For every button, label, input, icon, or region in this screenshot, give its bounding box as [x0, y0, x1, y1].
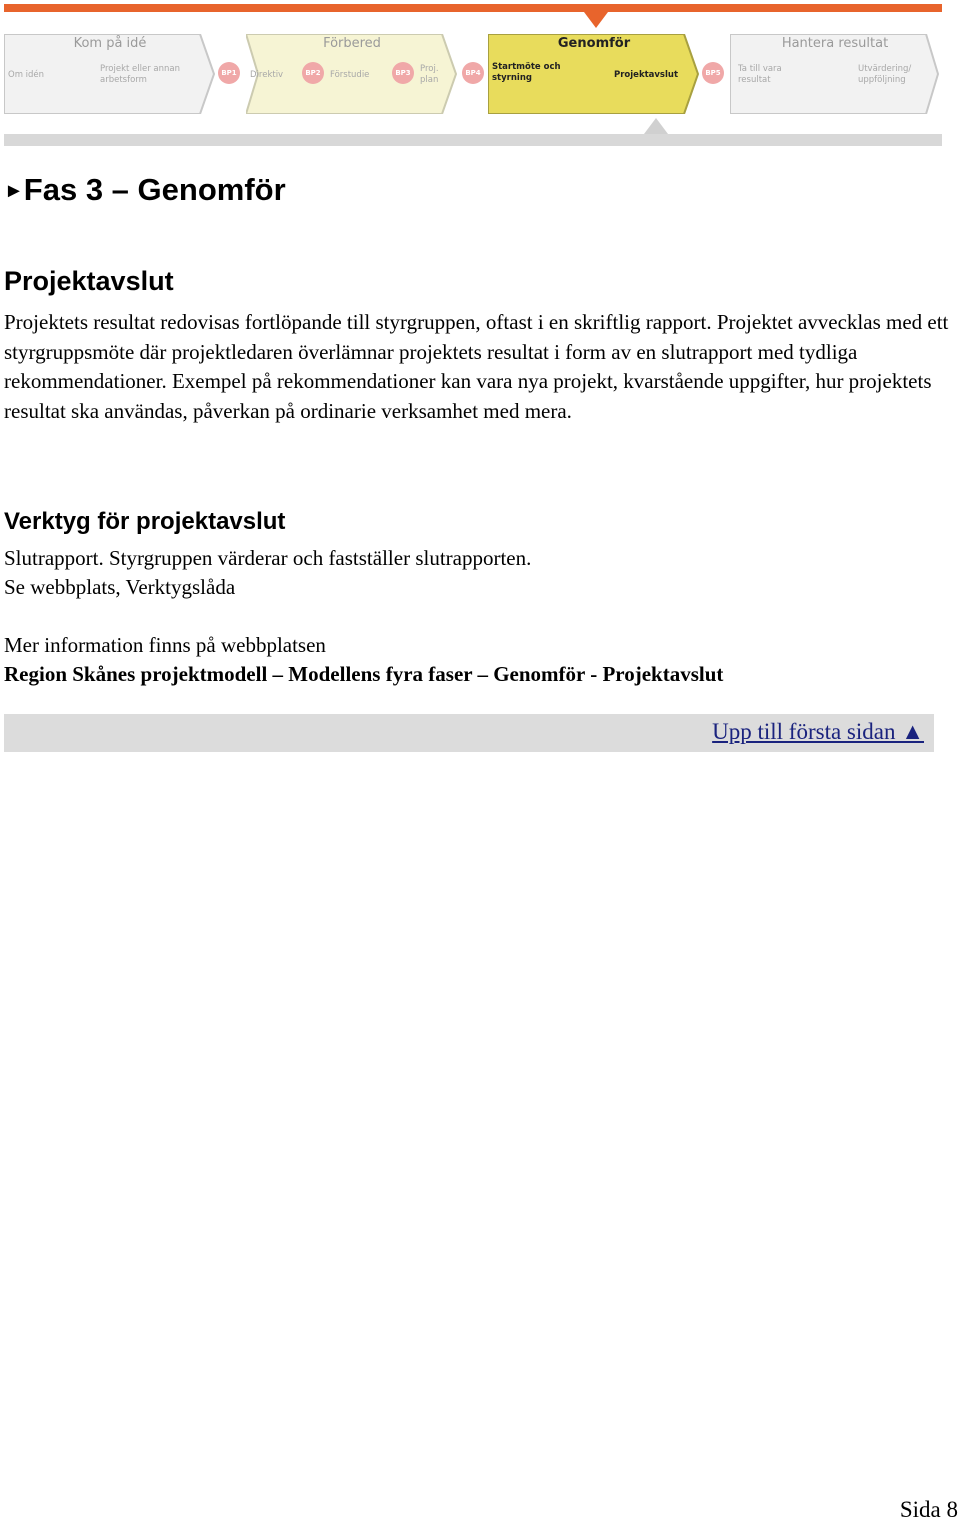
process-banner: [4, 4, 942, 146]
banner-bottom-bar: [4, 134, 942, 146]
phase-sub: Startmöte och styrning: [492, 62, 561, 83]
page-number: Sida 8: [899, 1497, 958, 1522]
banner-pointer: [644, 118, 668, 134]
back-to-top-bar: [4, 714, 934, 752]
phase-title: Kom på idé: [73, 36, 147, 51]
bp-badge: BP2: [302, 62, 324, 84]
bp-badge: BP5: [702, 62, 724, 84]
section-body: Projektets resultat redovisas fortlöpande till styrgruppen, oftast i en skriftlig rapport. Projektet avvecklas med ett styrgruppsmöte där projektledaren överlämnar projektets resultat i form av en slutrapport med tydliga rekommendationer. Exempel på rekommendationer kan vara nya projekt, kvarstående uppgifter, hur projektets resultat ska användas, påverkan på ordinarie verksamhet med mera.: [4, 310, 949, 423]
bp-badge: BP1: [218, 62, 240, 84]
phase-forbered[interactable]: [246, 34, 458, 114]
phase-title: Hantera resultat: [781, 36, 889, 51]
phase-sub: Förstudie: [330, 70, 370, 80]
phase-sub: Om idén: [8, 70, 45, 80]
bp-badge: BP4: [462, 62, 484, 84]
back-to-top-link[interactable]: Upp till första sidan ▲: [712, 719, 924, 744]
phase-sub: Projekt eller annan arbetsform: [100, 64, 180, 85]
section-title-verktyg: Verktyg för projektavslut: [4, 508, 286, 535]
tools-line: Slutrapport. Styrgruppen värderar och fastställer slutrapporten.: [4, 546, 532, 570]
phase-sub: Proj. plan: [420, 64, 439, 85]
section-title-projektavslut: Projektavslut: [4, 266, 174, 296]
more-info-path[interactable]: Region Skånes projektmodell – Modellens fyra faser – Genomför - Projektavslut: [4, 662, 724, 686]
phase-sub: Direktiv: [250, 70, 284, 80]
phase-sub: Projektavslut: [614, 70, 679, 80]
page-title-text: Fas 3 – Genomför: [23, 172, 286, 207]
phase-kom-pa-ide[interactable]: [4, 34, 237, 114]
triangle-right-icon: ►: [4, 180, 24, 202]
current-phase-marker: [584, 12, 608, 28]
page-title: [4, 172, 286, 208]
tools-link-line[interactable]: Se webbplats, Verktygslåda: [4, 575, 236, 599]
phase-title: Genomför: [557, 36, 631, 51]
phase-sub: Ta till vara resultat: [738, 64, 782, 85]
bp-badge: BP3: [392, 62, 414, 84]
phase-sub: Utvärdering/ uppföljning: [858, 64, 912, 85]
phase-hantera-resultat[interactable]: [730, 34, 940, 114]
phase-title: Förbered: [323, 36, 381, 51]
banner-top-bar: [4, 4, 942, 12]
more-info-line: Mer information finns på webbplatsen: [4, 633, 326, 657]
phase-genomfor[interactable]: [488, 34, 721, 114]
